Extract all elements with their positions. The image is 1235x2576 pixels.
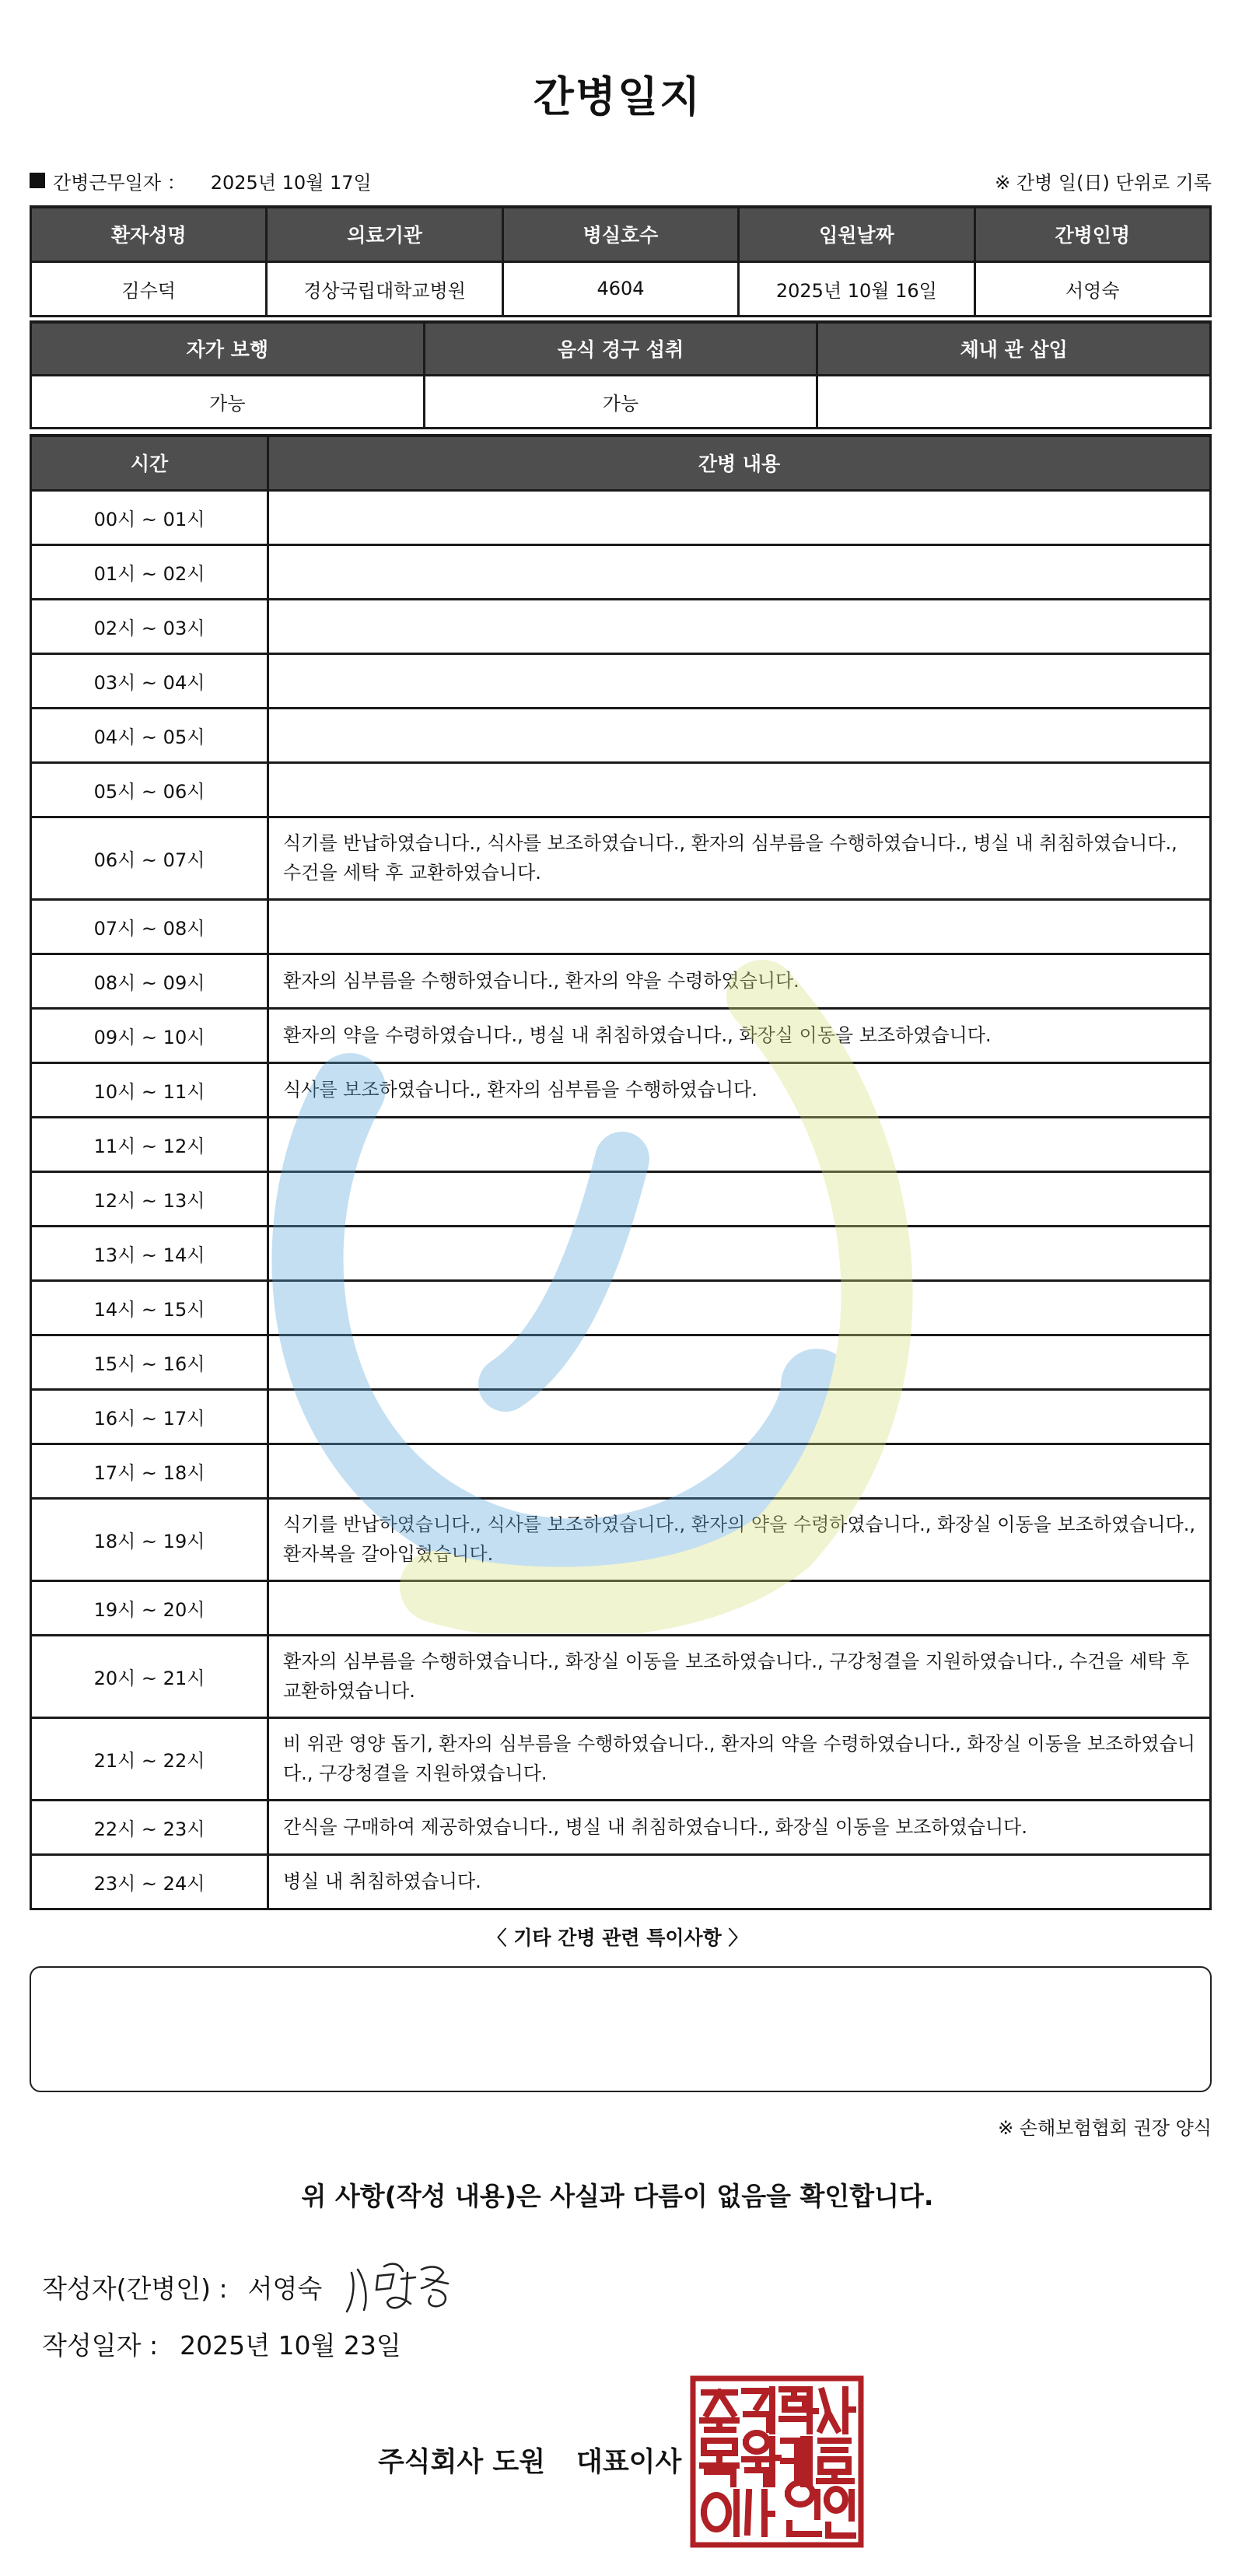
company-role: 대표이사 [576,2447,682,2478]
writer-label: 작성자(간병인) : [42,2273,228,2304]
content-cell [268,708,1211,762]
time-cell: 16시 ~ 17시 [31,1389,268,1444]
table-row [31,1335,1211,1389]
square-bullet-icon [30,173,45,188]
time-cell: 06시 ~ 07시 [31,817,268,899]
table-row [31,1389,1211,1444]
time-cell: 19시 ~ 20시 [31,1580,268,1635]
content-cell: 병실 내 취침하였습니다. [268,1854,1211,1909]
table-row [31,1226,1211,1280]
time-cell: 04시 ~ 05시 [31,708,268,762]
time-cell: 00시 ~ 01시 [31,490,268,544]
seal-glyphs [702,2389,853,2536]
meta-date-group [30,167,372,194]
writer-row [42,2256,457,2318]
content-cell [268,1171,1211,1226]
header-self-walking: 자가 보행 [31,322,425,375]
care-date-value: 2025년 10월 17일 [210,171,372,194]
company-name: 주식회사 도원 [378,2447,546,2478]
table-row [31,1062,1211,1117]
content-cell [268,599,1211,653]
caregiver-name-value: 서영숙 [974,261,1210,316]
writer-name: 서영숙 [247,2273,323,2304]
header-time: 시간 [31,436,268,490]
company-signature-line [378,2441,681,2480]
admission-date-value: 2025년 10월 16일 [739,261,974,316]
table-row [31,653,1211,708]
content-cell: 식기를 반납하였습니다., 식사를 보조하였습니다., 환자의 심부름을 수행하였습니다., 병실 내 취침하였습니다., 수건을 세탁 후 교환하였습니다. [268,817,1211,899]
company-seal-stamp [690,2375,864,2548]
header-care-content: 간병 내용 [268,436,1211,490]
content-cell [268,899,1211,954]
remarks-box [30,1966,1212,2092]
time-cell: 01시 ~ 02시 [31,544,268,599]
content-cell: 환자의 심부름을 수행하였습니다., 환자의 약을 수령하였습니다. [268,954,1211,1008]
content-cell: 간식을 구매하여 제공하였습니다., 병실 내 취침하였습니다., 화장실 이동을 보조하였습니다. [268,1800,1211,1854]
table-row [31,544,1211,599]
time-cell: 13시 ~ 14시 [31,1226,268,1280]
patient-name-value: 김수덕 [31,261,267,316]
table-row [31,490,1211,544]
content-cell: 환자의 약을 수령하였습니다., 병실 내 취침하였습니다., 화장실 이동을 보조하였습니다. [268,1008,1211,1062]
oral-intake-value: 가능 [424,375,817,428]
header-hospital: 의료기관 [267,207,502,261]
table-row [31,1580,1211,1635]
content-cell [268,1389,1211,1444]
remarks-title: 〈 기타 간병 관련 특이사항 〉 [487,1927,748,1949]
table-row [31,1854,1211,1909]
time-cell: 05시 ~ 06시 [31,762,268,817]
content-cell [268,762,1211,817]
table-row [31,1498,1211,1580]
header-patient-name: 환자성명 [31,207,267,261]
time-cell: 20시 ~ 21시 [31,1635,268,1717]
time-cell: 15시 ~ 16시 [31,1335,268,1389]
time-cell: 18시 ~ 19시 [31,1498,268,1580]
content-cell [268,1335,1211,1389]
room-number-value: 4604 [502,261,738,316]
header-caregiver-name: 간병인명 [974,207,1210,261]
header-admission-date: 입원날짜 [739,207,974,261]
table-row [31,1800,1211,1854]
care-log-header-row [31,436,1211,490]
table-row [31,762,1211,817]
content-cell: 환자의 심부름을 수행하였습니다., 화장실 이동을 보조하였습니다., 구강청결을 지원하였습니다., 수건을 세탁 후 교환하였습니다. [268,1635,1211,1717]
meta-row [30,165,1212,196]
time-cell: 10시 ~ 11시 [31,1062,268,1117]
content-cell: 식기를 반납하였습니다., 식사를 보조하였습니다., 환자의 약을 수령하였습니다., 화장실 이동을 보조하였습니다., 환자복을 갈아입혔습니다. [268,1498,1211,1580]
time-cell: 14시 ~ 15시 [31,1280,268,1335]
patient-info-header-row [31,207,1211,261]
confirmation-statement: 위 사항(작성 내용)은 사실과 다름이 없음을 확인합니다. [301,2181,934,2211]
time-cell: 11시 ~ 12시 [31,1117,268,1171]
table-row [31,954,1211,1008]
care-date-label: 간병근무일자 ： [53,171,186,194]
time-cell: 22시 ~ 23시 [31,1800,268,1854]
time-cell: 03시 ~ 04시 [31,653,268,708]
table-row [31,817,1211,899]
patient-status-value-row [31,375,1211,428]
care-log-table [30,434,1212,1910]
table-row [31,599,1211,653]
tube-insertion-value [817,375,1211,428]
header-room-number: 병실호수 [502,207,738,261]
written-date-row [42,2326,401,2362]
table-row [31,1444,1211,1498]
patient-info-table [30,205,1212,317]
table-row [31,1635,1211,1717]
content-cell [268,1117,1211,1171]
content-cell [268,490,1211,544]
table-row [31,1280,1211,1335]
form-source-note: ※ 손해보험협회 권장 양식 [998,2117,1212,2139]
time-cell: 02시 ~ 03시 [31,599,268,653]
patient-info-value-row [31,261,1211,316]
patient-status-header-row [31,322,1211,375]
self-walking-value: 가능 [31,375,425,428]
content-cell [268,1226,1211,1280]
header-tube-insertion: 체내 관 삽입 [817,322,1211,375]
content-cell: 비 위관 영양 돕기, 환자의 심부름을 수행하였습니다., 환자의 약을 수령하였습니다., 화장실 이동을 보조하였습니다., 구강청결을 지원하였습니다. [268,1717,1211,1800]
time-cell: 09시 ~ 10시 [31,1008,268,1062]
table-row [31,708,1211,762]
record-unit-note: ※ 간병 일(日) 단위로 기록 [995,171,1212,194]
patient-status-table [30,320,1212,429]
time-cell: 08시 ~ 09시 [31,954,268,1008]
content-cell [268,1444,1211,1498]
time-cell: 21시 ~ 22시 [31,1717,268,1800]
content-cell [268,544,1211,599]
table-row [31,1008,1211,1062]
written-date-label: 작성일자 : [42,2330,159,2361]
time-cell: 07시 ~ 08시 [31,899,268,954]
time-cell: 23시 ~ 24시 [31,1854,268,1909]
hospital-value: 경상국립대학교병원 [267,261,502,316]
time-cell: 17시 ~ 18시 [31,1444,268,1498]
written-date-value: 2025년 10월 23일 [180,2330,401,2361]
table-row [31,1717,1211,1800]
handwritten-signature [341,2256,457,2318]
table-row [31,1117,1211,1171]
table-row [31,899,1211,954]
content-cell [268,1280,1211,1335]
header-oral-intake: 음식 경구 섭취 [424,322,817,375]
content-cell: 식사를 보조하였습니다., 환자의 심부름을 수행하였습니다. [268,1062,1211,1117]
table-row [31,1171,1211,1226]
content-cell [268,1580,1211,1635]
content-cell [268,653,1211,708]
time-cell: 12시 ~ 13시 [31,1171,268,1226]
page-title: 간병일지 [533,72,702,121]
